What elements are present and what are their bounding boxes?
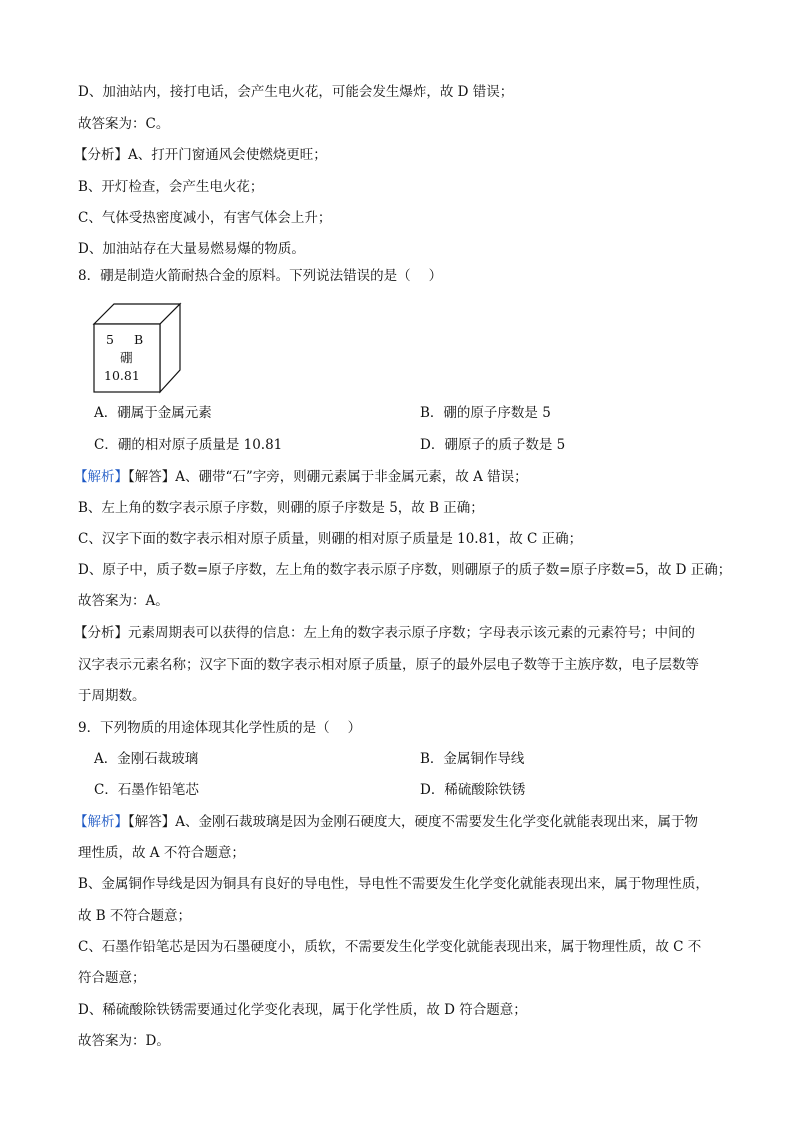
q8-answer-line: 故答案为：A。 [78, 593, 169, 609]
q9-analysis-line-1 [74, 812, 698, 832]
q9-analysis-line-6: 符合题意； [78, 970, 146, 986]
q8-analysis-a-text: A、硼带“石”字旁，则硼元素属于非金属元素，故 A 错误； [175, 469, 528, 485]
q7-analysis-line-d: D、加油站内，接打电话，会产生电火花，可能会发生爆炸，故 D 错误； [78, 84, 514, 100]
q9-option-c: C．石墨作铅笔芯 [94, 782, 199, 798]
q9-jiexi-tag: 【解析】 [74, 814, 128, 830]
q7-fenxi-line-c: C、气体受热密度减小，有害气体会上升； [78, 210, 332, 226]
q8-jieda-tag: 【解答】 [128, 469, 176, 485]
q8-fenxi-line-2: 汉字表示元素名称；汉字下面的数字表示相对原子质量，原子的最外层电子数等于主族序数，电子层数等 [78, 657, 699, 673]
q8-analysis-line-a [74, 467, 528, 487]
q7-fenxi-line [74, 145, 327, 165]
q7-fenxi-line-d: D、加油站存在大量易燃易爆的物质。 [78, 241, 305, 257]
q8-option-c: C．硼的相对原子质量是 10.81 [94, 437, 283, 453]
q9-analysis-line-4: 故 B 不符合题意； [78, 908, 192, 924]
q8-stem-end: ） [428, 268, 443, 284]
q9-analysis-line-7: D、稀硫酸除铁锈需要通过化学变化表现，属于化学性质，故 D 符合题意； [78, 1002, 527, 1018]
fenxi-tag: 【分析】 [74, 147, 128, 163]
q8-fenxi-line-1 [74, 623, 695, 643]
q7-answer-line: 故答案为：C。 [78, 116, 170, 132]
cube-atomic-mass: 10.81 [104, 368, 140, 383]
q9-stem [78, 718, 361, 738]
q9-analysis-text-1: A、金刚石裁玻璃是因为金刚石硬度大，硬度不需要发生化学变化就能表现出来，属于物 [175, 814, 698, 830]
q8-analysis-line-c: C、汉字下面的数字表示相对原子质量，则硼的相对原子质量是 10.81，故 C 正确； [78, 531, 583, 547]
q9-answer-line: 故答案为：D。 [78, 1033, 170, 1049]
q8-option-d: D．硼原子的质子数是 5 [420, 437, 566, 453]
cube-element-symbol: B [134, 332, 144, 347]
q9-analysis-line-2: 理性质，故 A 不符合题意； [78, 845, 245, 861]
q8-jiexi-tag: 【解析】 [74, 469, 128, 485]
q8-option-a: A．硼属于金属元素 [94, 405, 212, 421]
q8-fenxi-text-1: 元素周期表可以获得的信息：左上角的数字表示原子序数；字母表示该元素的元素符号；中间的 [128, 625, 695, 641]
q8-fenxi-line-3: 于周期数。 [78, 688, 146, 704]
q9-option-a: A．金刚石裁玻璃 [94, 751, 199, 767]
cube-atomic-number: 5 [106, 332, 114, 347]
q9-analysis-line-5: C、石墨作铅笔芯是因为石墨硬度小，质软，不需要发生化学变化就能表现出来，属于物理性质，故 C 不 [78, 939, 702, 955]
q8-option-b: B．硼的原子序数是 5 [420, 405, 551, 421]
q8-analysis-line-b: B、左上角的数字表示原子序数，则硼的原子序数是 5，故 B 正确； [78, 500, 484, 516]
cube-element-name: 硼 [120, 350, 133, 365]
q8-stem [78, 266, 442, 286]
q7-fenxi-line-b: B、开灯检查，会产生电火花； [78, 179, 264, 195]
fenxi-text: A、打开门窗通风会使燃烧更旺； [128, 147, 327, 163]
q9-stem-text: 9．下列物质的用途体现其化学性质的是（ [78, 720, 330, 736]
q8-fenxi-tag: 【分析】 [74, 625, 128, 641]
q8-analysis-line-d: D、原子中，质子数=原子序数，左上角的数字表示原子序数，则硼原子的质子数=原子序数=5，故 D 正确； [78, 562, 732, 578]
element-cube-diagram [92, 302, 182, 394]
q9-jieda-tag: 【解答】 [128, 814, 176, 830]
q8-stem-text: 8．硼是制造火箭耐热合金的原料。下列说法错误的是（ [78, 268, 411, 284]
q9-option-b: B．金属铜作导线 [420, 751, 525, 767]
q9-analysis-line-3: B、金属铜作导线是因为铜具有良好的导电性，导电性不需要发生化学变化就能表现出来，属于物理性质， [78, 876, 709, 892]
q9-stem-end: ） [347, 720, 362, 736]
q9-option-d: D．稀硫酸除铁锈 [420, 782, 526, 798]
